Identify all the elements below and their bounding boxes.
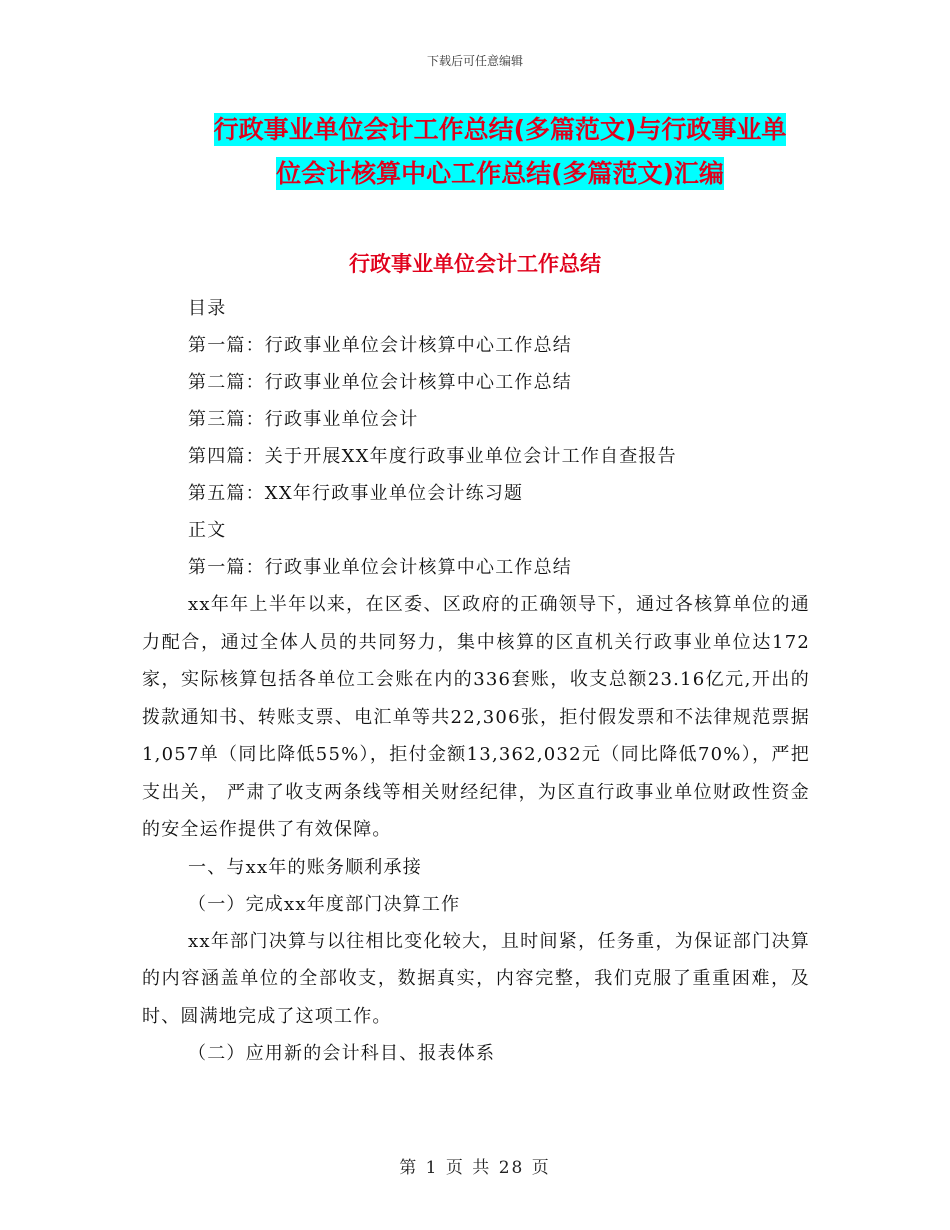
page-header-note: 下载后可任意编辑 <box>426 54 523 68</box>
subheading: 一、与xx年的账务顺利承接 <box>188 856 422 878</box>
toc-item: 第三篇：行政事业单位会计 <box>188 409 419 430</box>
toc-item: 第二篇：行政事业单位会计核算中心工作总结 <box>188 372 572 393</box>
subheading: （一）完成xx年度部门决算工作 <box>188 893 461 915</box>
body-paragraph: xx年部门决算与以往相比变化较大，且时间紧，任务重，为保证部门决算的内容涵盖单位的全部收支，数据真实，内容完整，我们克服了重重困难，及时、圆满地完成了这项工作。 <box>142 930 810 1027</box>
document-body <box>142 290 810 1072</box>
toc-item: 第一篇：行政事业单位会计核算中心工作总结 <box>188 335 572 356</box>
toc-heading: 目录 <box>188 298 227 319</box>
document-title <box>150 108 850 196</box>
page-number: 第 1 页 共 28 页 <box>399 1158 551 1178</box>
toc-item: 第四篇：关于开展XX年度行政事业单位会计工作自查报告 <box>188 446 677 467</box>
document-title-line2: 位会计核算中心工作总结(多篇范文)汇编 <box>276 159 724 188</box>
toc-item: 第五篇：XX年行政事业单位会计练习题 <box>188 483 524 504</box>
section-title: 行政事业单位会计工作总结 <box>349 252 601 276</box>
subheading: （二）应用新的会计科目、报表体系 <box>188 1043 496 1064</box>
body-paragraph: xx年年上半年以来，在区委、区政府的正确领导下，通过各核算单位的通力配合，通过全体人员的共同努力，集中核算的区直机关行政事业单位达172家，实际核算包括各单位工会账在内的336套账，收支总额23.16亿元,开出的拨款通知书、转账支票、电汇单等共22,306张，拒付假发票和不法律规范票据1,057单（同比降低55%），拒付金额13,362,032元（同比降低70%），严把支出关， 严肃了收支两条线等相关财经纪律，为区直行政事业单位财政性资金的安全运作提供了有效保障。 <box>142 594 810 840</box>
document-title-line1: 行政事业单位会计工作总结(多篇范文)与行政事业单 <box>213 115 787 144</box>
chapter-title: 第一篇：行政事业单位会计核算中心工作总结 <box>188 557 572 578</box>
main-text-heading: 正文 <box>188 520 227 541</box>
